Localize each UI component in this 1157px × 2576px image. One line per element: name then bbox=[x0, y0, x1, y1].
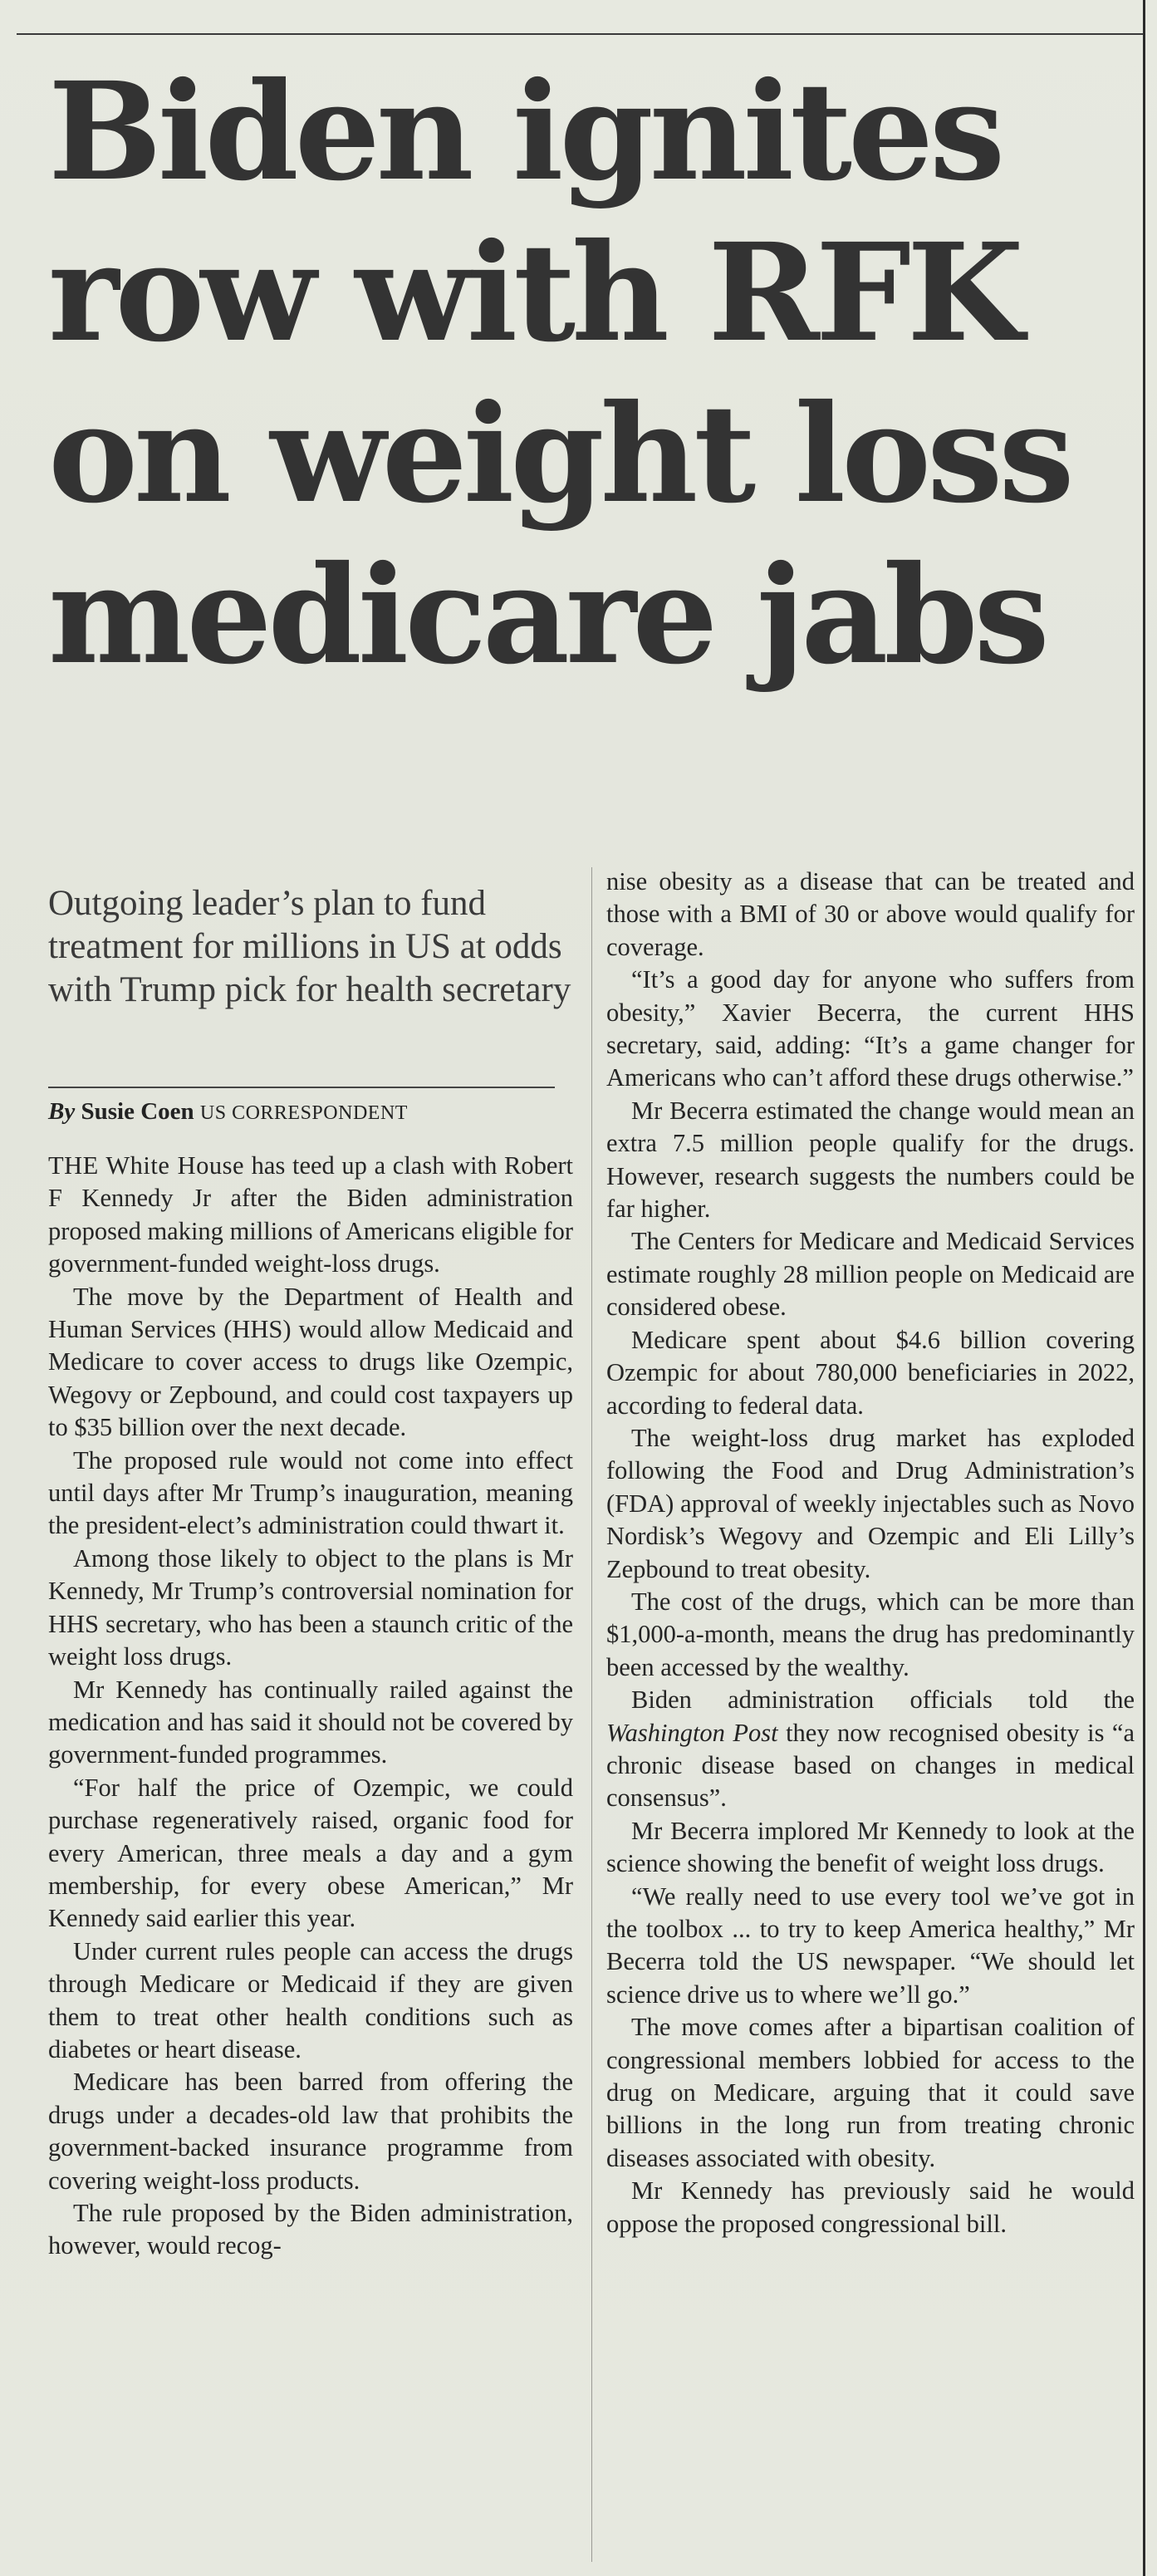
paragraph: Mr Becerra estimated the change would mean an extra 7.5 million people qualify for the drugs. However, research suggests the numbers could be far higher. bbox=[606, 1096, 1135, 1224]
paragraph: The cost of the drugs, which can be more than $1,000-a-month, means the drug has predominantly been accessed by the wealthy. bbox=[606, 1587, 1135, 1681]
paragraph: “For half the price of Ozempic, we could purchase regeneratively raised, organic food for every American, three meals a day and a gym membership, for every obese American,” Mr Kennedy said earlier this year. bbox=[48, 1773, 573, 1933]
publication-name: Washington Post bbox=[606, 1718, 778, 1747]
paragraph: The move comes after a bipartisan coalition of congressional members lobbied for access to the drug on Medicare, arguing that it could save billions in the long run from treating chronic diseases associated with obesity. bbox=[606, 2013, 1135, 2172]
text-segment: Biden administration officials told the bbox=[631, 1685, 1135, 1715]
paragraph: The move by the Department of Health and Human Services (HHS) would allow Medicaid and Medicare to cover access to drugs like Ozempic, Wegovy or Zepbound, and could cost taxpayers up to $35 billion over the next decade. bbox=[48, 1282, 573, 1442]
text-segment: they now recognised obesity is “a chronic disease based on changes in medical consensus”. bbox=[606, 1718, 1135, 1813]
paragraph: “It’s a good day for anyone who suffers from obesity,” Xavier Becerra, the current HHS secretary, said, adding: “It’s a game changer for Americans who can’t afford these drugs otherwise.” bbox=[606, 965, 1135, 1092]
top-rule bbox=[17, 33, 1143, 35]
paragraph: Medicare spent about $4.6 billion covering Ozempic for about 780,000 beneficiaries in 2022, according to federal data. bbox=[606, 1325, 1135, 1420]
headline bbox=[48, 52, 1136, 696]
byline-author: Susie Coen bbox=[81, 1098, 194, 1125]
lead-text: has teed up a clash with Robert F Kennedy Jr after the Biden administration proposed making millions of Americans eligible for government-funded weight-loss drugs. bbox=[48, 1151, 573, 1278]
paragraph: The rule proposed by the Biden administration, however, would recog- bbox=[48, 2199, 573, 2260]
lead-caps: THE White House bbox=[48, 1151, 245, 1180]
article-column-1 bbox=[48, 1150, 573, 2263]
paragraph: Mr Becerra implored Mr Kennedy to look at the science showing the benefit of weight loss drugs. bbox=[606, 1816, 1135, 1878]
column-divider bbox=[591, 867, 592, 2562]
headline-line-1: Biden ignites bbox=[48, 53, 1002, 211]
byline-role: US CORRESPONDENT bbox=[199, 1102, 408, 1124]
paragraph: The proposed rule would not come into effect until days after Mr Trump’s inauguration, meaning the president-elect’s administration could thwart it. bbox=[48, 1445, 573, 1540]
paragraph: Mr Kennedy has previously said he would oppose the proposed congressional bill. bbox=[606, 2176, 1135, 2238]
paragraph-continued: nise obesity as a disease that can be treated and those with a BMI of 30 or above would qualify for coverage. bbox=[606, 867, 1135, 961]
paragraph-with-italic bbox=[606, 1684, 1135, 1815]
standfirst: Outgoing leader’s plan to fund treatment for millions in US at odds with Trump pick for health secretary bbox=[48, 884, 571, 1009]
paragraph-lead bbox=[48, 1150, 573, 1281]
paragraph: The Centers for Medicare and Medicaid Services estimate roughly 28 million people on Medicaid are considered obese. bbox=[606, 1227, 1135, 1322]
article-column-2 bbox=[606, 866, 1135, 2240]
byline-by: By bbox=[48, 1098, 76, 1125]
paragraph: Among those likely to object to the plans is Mr Kennedy, Mr Trump’s controversial nomination for HHS secretary, who has been a staunch critic of the weight loss drugs. bbox=[48, 1543, 573, 1671]
byline bbox=[48, 1095, 580, 1130]
standfirst-rule bbox=[48, 1087, 555, 1088]
paragraph: Medicare has been barred from offering the drugs under a decades-old law that prohibits the government-backed insurance programme from covering weight-loss products. bbox=[48, 2068, 573, 2195]
right-edge-rule bbox=[1143, 0, 1145, 2576]
paragraph: Mr Kennedy has continually railed against the medication and has said it should not be covered by government-funded programmes. bbox=[48, 1675, 573, 1769]
paragraph: “We really need to use every tool we’ve got in the toolbox ... to try to keep America healthy,” Mr Becerra told the US newspaper. “We should let science drive us to where we’ll go.” bbox=[606, 1882, 1135, 2009]
headline-line-2: row with RFK bbox=[48, 214, 1020, 372]
headline-line-3: on weight loss bbox=[48, 375, 1071, 533]
paragraph: Under current rules people can access the drugs through Medicare or Medicaid if they are given them to treat other health conditions such as diabetes or heart disease. bbox=[48, 1936, 573, 2063]
paragraph: The weight-loss drug market has exploded following the Food and Drug Administration’s (FDA) approval of weekly injectables such as Novo Nordisk’s Wegovy and Ozempic and Eli Lilly’s Zepbound to treat obesity. bbox=[606, 1423, 1135, 1583]
headline-line-4: medicare jabs bbox=[48, 537, 1046, 694]
